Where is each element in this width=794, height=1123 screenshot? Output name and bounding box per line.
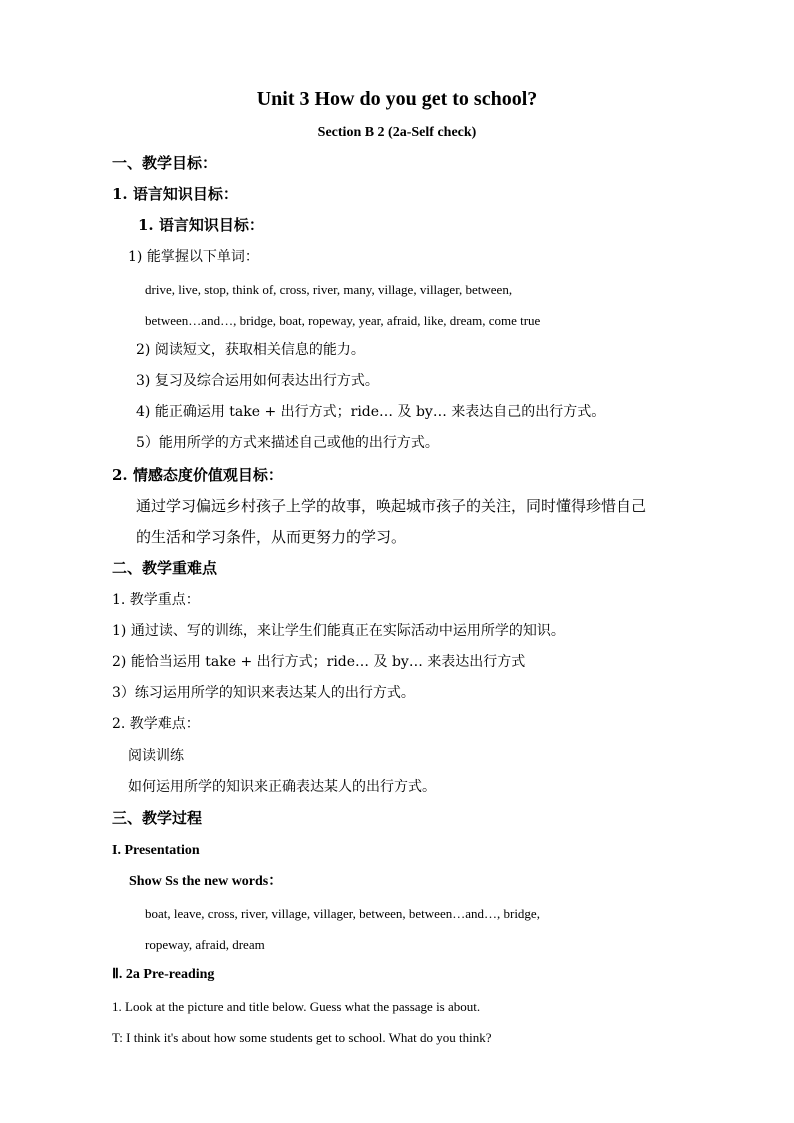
objective-point-4: 4) 能正确运用 take + 出行方式；ride… 及 by… 来表达自己的出行方式。 xyxy=(136,404,606,420)
show-new-words-text: Show Ss the new words： xyxy=(129,874,283,889)
pre-reading-instruction: 1. Look at the picture and title below. Guess what the passage is about. xyxy=(112,999,481,1014)
difficult-points-heading: 2. 教学难点： xyxy=(112,716,200,732)
attitude-text-line-2: 的生活和学习条件，从而更努力的学习。 xyxy=(136,528,407,546)
difficult-point-1: 阅读训练 xyxy=(128,748,184,764)
objective-point-2: 2) 阅读短文，获取相关信息的能力。 xyxy=(136,342,365,358)
vocabulary-line-2: between…and…, bridge, boat, ropeway, year, afraid, like, dream, come true xyxy=(145,313,541,328)
teacher-prompt: T: I think it's about how some students get to school. What do you think? xyxy=(112,1030,492,1045)
key-point-2: 2) 能恰当运用 take + 出行方式；ride… 及 by… 来表达出行方式 xyxy=(112,654,526,670)
objective-point-5: 5）能用所学的方式来描述自己或他的出行方式。 xyxy=(136,435,439,451)
objective-point-1: 1) 能掌握以下单词： xyxy=(128,249,259,265)
section-heading-key-points: 二、教学重难点 xyxy=(112,559,218,577)
section-heading-objectives: 一、教学目标： xyxy=(112,154,218,172)
step-presentation-heading: I. Presentation xyxy=(112,843,200,858)
objective-language-subheading: 1. 语言知识目标： xyxy=(138,216,264,234)
vocabulary-line-1: drive, live, stop, think of, cross, river, many, village, villager, between, xyxy=(145,282,513,297)
document-subtitle: Section B 2 (2a-Self check) xyxy=(317,125,477,140)
section-heading-process: 三、教学过程 xyxy=(112,809,203,827)
key-point-1: 1) 通过读、写的训练，来让学生们能真正在实际活动中运用所学的知识。 xyxy=(112,623,565,639)
step-pre-reading-heading: Ⅱ. 2a Pre-reading xyxy=(112,967,215,982)
key-points-heading: 1. 教学重点： xyxy=(112,592,200,608)
new-words-line-1: boat, leave, cross, river, village, villager, between, between…and…, bridge, xyxy=(145,906,540,921)
key-point-3: 3）练习运用所学的知识来表达某人的出行方式。 xyxy=(112,685,415,701)
attitude-text-line-1: 通过学习偏远乡村孩子上学的故事，唤起城市孩子的关注，同时懂得珍惜自己 xyxy=(136,497,647,515)
objective-language-heading: 1. 语言知识目标： xyxy=(112,185,238,203)
objective-point-3: 3) 复习及综合运用如何表达出行方式。 xyxy=(136,373,379,389)
difficult-point-2: 如何运用所学的知识来正确表达某人的出行方式。 xyxy=(128,779,436,795)
document-title: Unit 3 How do you get to school? xyxy=(256,88,538,110)
new-words-line-2: ropeway, afraid, dream xyxy=(145,937,265,952)
objective-attitude-heading: 2. 情感态度价值观目标： xyxy=(112,466,283,484)
